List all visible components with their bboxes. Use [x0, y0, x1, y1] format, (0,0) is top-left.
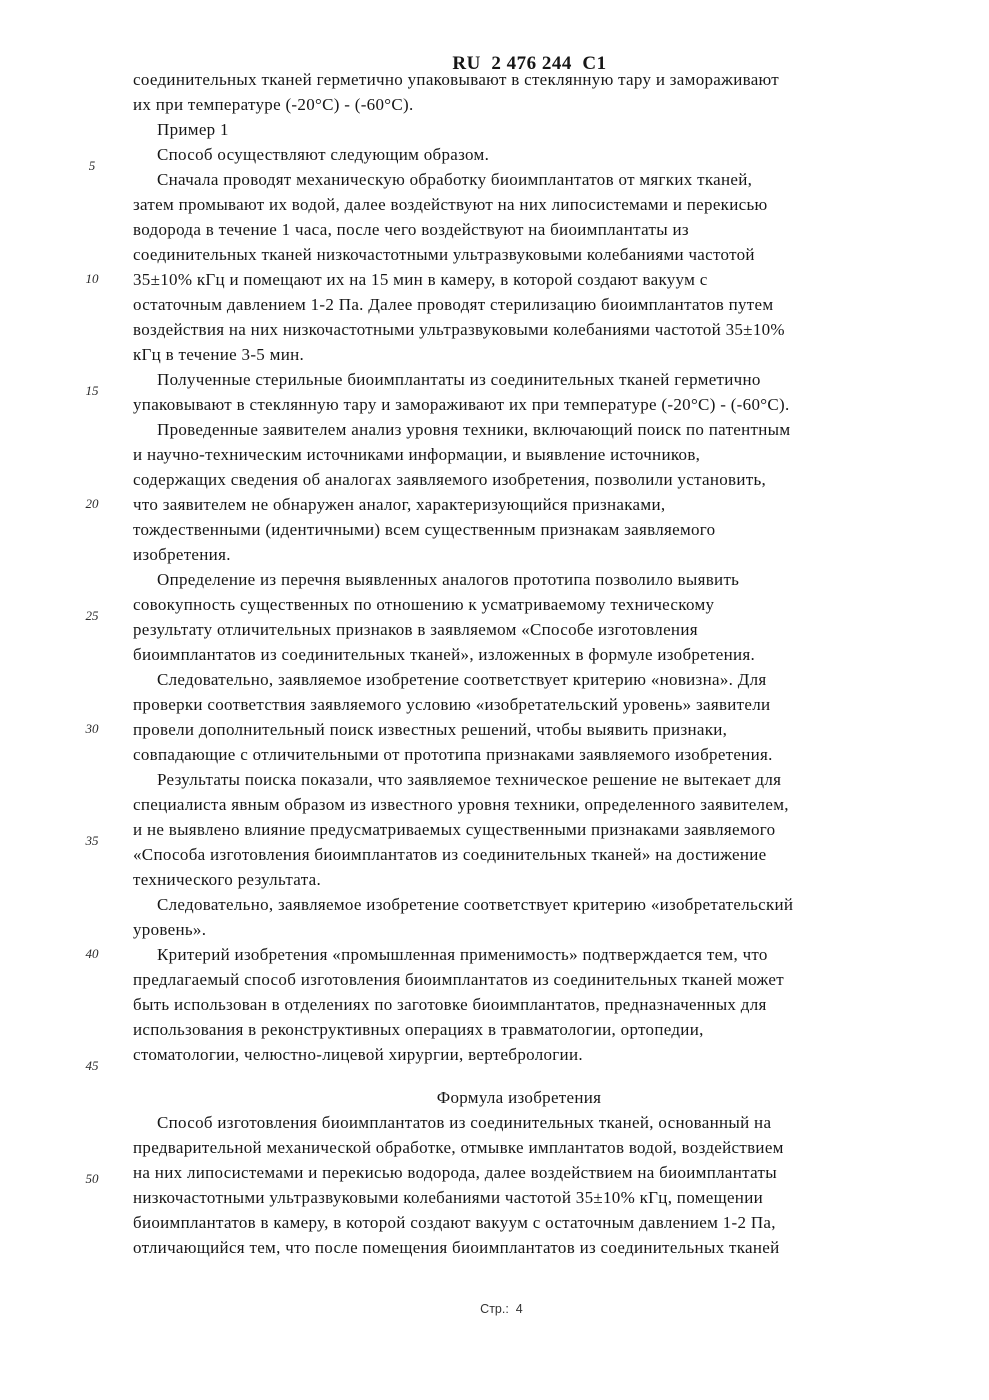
text-line: предварительной механической обработке, отмывке имплантатов водой, воздействием: [133, 1138, 784, 1157]
text-line: предлагаемый способ изготовления биоимплантатов из соединительных тканей может: [133, 970, 784, 989]
text-line: использования в реконструктивных операциях в травматологии, ортопедии,: [133, 1020, 704, 1039]
page-label: Стр.: 4: [480, 1302, 523, 1316]
text-line: совокупность существенных по отношению к усматриваемому техническому: [133, 595, 715, 614]
line-number: 15: [85, 383, 99, 398]
text-line: Результаты поиска показали, что заявляемое техническое решение не вытекает для: [157, 770, 782, 789]
text-line: результату отличительных признаков в заявляемом «Способе изготовления: [133, 620, 698, 639]
text-line: быть использован в отделениях по заготовке биоимплантатов, предназначенных для: [133, 995, 767, 1014]
text-line: Критерий изобретения «промышленная применимость» подтверждается тем, что: [157, 945, 768, 964]
text-line: изобретения.: [133, 545, 231, 564]
text-line: и научно-техническим источниками информации, и выявление источников,: [133, 445, 701, 464]
text-line: Определение из перечня выявленных аналогов прототипа позволило выявить: [157, 570, 740, 589]
text-line: совпадающие с отличительными от прототипа признаками заявляемого изобретения.: [133, 745, 773, 764]
line-number: 25: [85, 608, 99, 623]
text-line: Проведенные заявителем анализ уровня техники, включающий поиск по патентным: [157, 420, 791, 439]
text-line: провели дополнительный поиск известных решений, чтобы выявить признаки,: [133, 720, 728, 739]
line-number: 20: [85, 495, 99, 511]
line-number: 10: [85, 270, 99, 286]
text-line: биоимплантатов из соединительных тканей», изложенных в формуле изобретения.: [133, 645, 756, 664]
line-number: 45: [85, 1058, 99, 1073]
text-line: тождественными (идентичными) всем существенным признакам заявляемого: [133, 520, 716, 539]
formula-heading: Формула изобретения: [436, 1088, 602, 1107]
text-line: 35±10% кГц и помещают их на 15 мин в камеру, в которой создают вакуум с: [133, 270, 708, 289]
text-line: специалиста явным образом из известного уровня техники, определенного заявителем,: [133, 795, 789, 814]
text-line: Полученные стерильные биоимплантаты из соединительных тканей герметично: [157, 370, 761, 389]
text-line: воздействия на них низкочастотными ультразвуковыми колебаниями частотой 35±10%: [133, 320, 785, 339]
text-line: биоимплантатов в камеру, в которой создают вакуум с остаточным давлением 1-2 Па,: [133, 1213, 776, 1232]
text-line: низкочастотными ультразвуковыми колебаниями частотой 35±10% кГц, помещении: [133, 1188, 763, 1207]
text-line: Способ осуществляют следующим образом.: [157, 145, 490, 164]
line-number: 50: [85, 1170, 99, 1186]
page-footer: [0, 1288, 989, 1330]
line-number-column: [0, 0, 118, 1400]
text-line: упаковывают в стеклянную тару и замораживают их при температуре (-20°C) - (-60°C).: [133, 395, 790, 414]
text-line: соединительных тканей низкочастотными ультразвуковыми колебаниями частотой: [133, 245, 755, 264]
text-line: и не выявлено влияние предусматриваемых существенными признаками заявляемого: [133, 820, 776, 839]
text-line: на них липосистемами и перекисью водорода, далее воздействием на биоимплантаты: [133, 1163, 777, 1182]
text-line: отличающийся тем, что после помещения биоимплантатов из соединительных тканей: [133, 1238, 780, 1257]
text-line: уровень».: [133, 920, 207, 939]
doc-number: RU 2 476 244 C1: [452, 53, 607, 74]
text-line: кГц в течение 3-5 мин.: [133, 345, 305, 364]
text-line: их при температуре (-20°C) - (-60°C).: [133, 95, 414, 114]
text-line: стоматологии, челюстно-лицевой хирургии, вертебрологии.: [133, 1045, 583, 1064]
text-line: Пример 1: [157, 120, 229, 139]
text-line: содержащих сведения об аналогах заявляемого изобретения, позволили установить,: [133, 470, 767, 489]
text-line: затем промывают их водой, далее воздействуют на них липосистемами и перекисью: [133, 195, 768, 214]
text-line: Следовательно, заявляемое изобретение соответствует критерию «новизна». Для: [157, 670, 767, 689]
section-gap: [133, 1067, 923, 1085]
text-line: Следовательно, заявляемое изобретение соответствует критерию «изобретательский: [157, 895, 794, 914]
text-line: Способ изготовления биоимплантатов из соединительных тканей, основанный на: [157, 1113, 772, 1132]
document-body: [133, 67, 923, 1260]
text-line: «Способа изготовления биоимплантатов из соединительных тканей» на достижение: [133, 845, 767, 864]
text-line: соединительных тканей герметично упаковывают в стеклянную тару и замораживают: [133, 70, 780, 89]
text-line: Сначала проводят механическую обработку биоимплантатов от мягких тканей,: [157, 170, 753, 189]
line-number: 35: [85, 833, 99, 848]
text-line: что заявителем не обнаружен аналог, характеризующийся признаками,: [133, 495, 666, 514]
line-number: 30: [85, 720, 99, 736]
line-number: 5: [88, 158, 96, 173]
text-line: водорода в течение 1 часа, после чего воздействуют на биоимплантаты из: [133, 220, 689, 239]
text-line: остаточным давлением 1-2 Па. Далее проводят стерилизацию биоимплантатов путем: [133, 295, 774, 314]
line-number: 40: [85, 945, 99, 961]
text-line: проверки соответствия заявляемого условию «изобретательский уровень» заявители: [133, 695, 771, 714]
text-line: технического результата.: [133, 870, 322, 889]
